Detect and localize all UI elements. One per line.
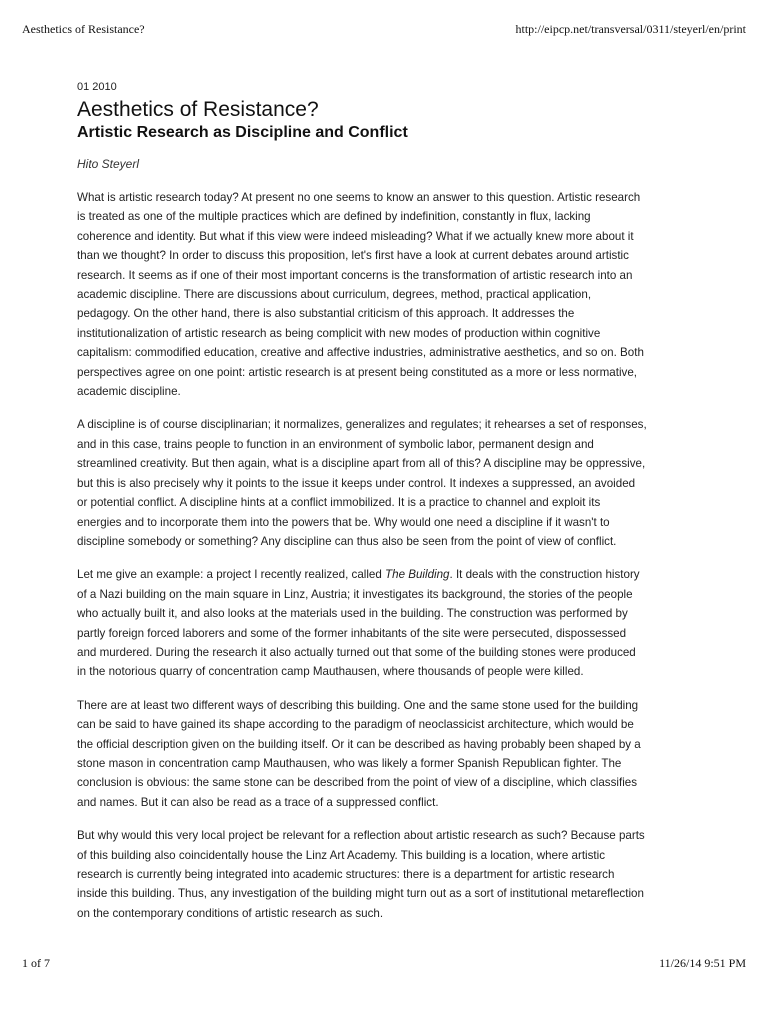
author-name: Hito Steyerl bbox=[77, 157, 140, 171]
paragraph-5: But why would this very local project be relevant for a reflection about artistic research as such? Because parts of this building also coincidentally house the Linz Art Academy. This building is a location, where artistic research is currently being integrated into academic structures: there is a department for artistic research inside this building. Thus, any investigation of the building might turn out as a sort of institutional metareflection on the contemporary conditions of artistic research as such. bbox=[77, 829, 645, 920]
paragraph-1: What is artistic research today? At present no one seems to know an answer to this question. Artistic research is treated as one of the multiple practices which are defined by indefinition, constantly in flux, lacking coherence and identity. But what if this view were indeed misleading? What if we actually knew more about it than we thought? In order to discuss this proposition, let's first have a look at current debates around artistic research. It seems as if one of their most important concerns is the transformation of artistic research into an academic discipline. There are discussions about curriculum, degrees, method, practical application, pedagogy. On the other hand, there is also substantial criticism of this approach. It addresses the institutionalization of artistic research as being complicit with new modes of production within cognitive capitalism: commodified education, creative and affective industries, administrative aesthetics, and so on. Both perspectives agree on one point: artistic research is at present being constituted as a more or less normative, academic discipline. bbox=[77, 191, 644, 399]
article-subtitle: Artistic Research as Discipline and Conflict bbox=[77, 124, 408, 141]
print-header-url: http://eipcp.net/transversal/0311/steyerl/en/print bbox=[515, 22, 746, 36]
print-header-title: Aesthetics of Resistance? bbox=[22, 22, 145, 36]
print-timestamp: 11/26/14 9:51 PM bbox=[659, 956, 746, 970]
paragraph-3-intro: Let me give an example: a project I recently realized, called bbox=[77, 568, 386, 582]
page-count: 1 of 7 bbox=[22, 956, 50, 970]
article-title: Aesthetics of Resistance? bbox=[77, 98, 319, 121]
issue-date: 01 2010 bbox=[77, 81, 117, 93]
paragraph-4: There are at least two different ways of describing this building. One and the same stone used for the building can be said to have gained its shape according to the paradigm of neoclassicist architecture, which would be the official description given on the building itself. Or it can be described as having probably been shaped by a stone mason in concentration camp Mauthausen, who was likely a former Spanish Republican fighter. The conclusion is obvious: the same stone can be described from the point of view of a discipline, which classifies and names. But it can also be read as a trace of a suppressed conflict. bbox=[77, 698, 641, 809]
work-title: The Building bbox=[385, 568, 450, 582]
paragraph-3 bbox=[77, 565, 697, 681]
print-header bbox=[22, 22, 746, 38]
paragraph-2: A discipline is of course disciplinarian; it normalizes, generalizes and regulates; it rehearses a set of responses, and in this case, trains people to function in an environment of symbolic labor, permanent design and streamlined creativity. But then again, what is a discipline apart from all of this? A discipline may be oppressive, but this is also precisely why it points to the issue it keeps under control. It indexes a suppressed, an avoided or potential conflict. A discipline hints at a conflict immobilized. It is a practice to channel and exploit its energies and to incorporate them into the powers that be. Why would one need a discipline if it wasn't to discipline somebody or something? Any discipline can thus also be seen from the point of view of conflict. bbox=[77, 418, 647, 548]
paragraph-3-body: . It deals with the construction history of a Nazi building on the main square in Linz, Austria; it investigates its background, the stories of the people who actually built it, and also looks at the materials used in the building. The construction was performed by partly foreign forced laborers and some of the former inhabitants of the site were persecuted, dispossessed and murdered. During the research it also actually turned out that some of the building stones were produced in the notorious quarry of concentration camp Mauthausen, where thousands of people were killed. bbox=[77, 568, 640, 679]
print-footer bbox=[22, 956, 746, 972]
article bbox=[77, 80, 697, 923]
